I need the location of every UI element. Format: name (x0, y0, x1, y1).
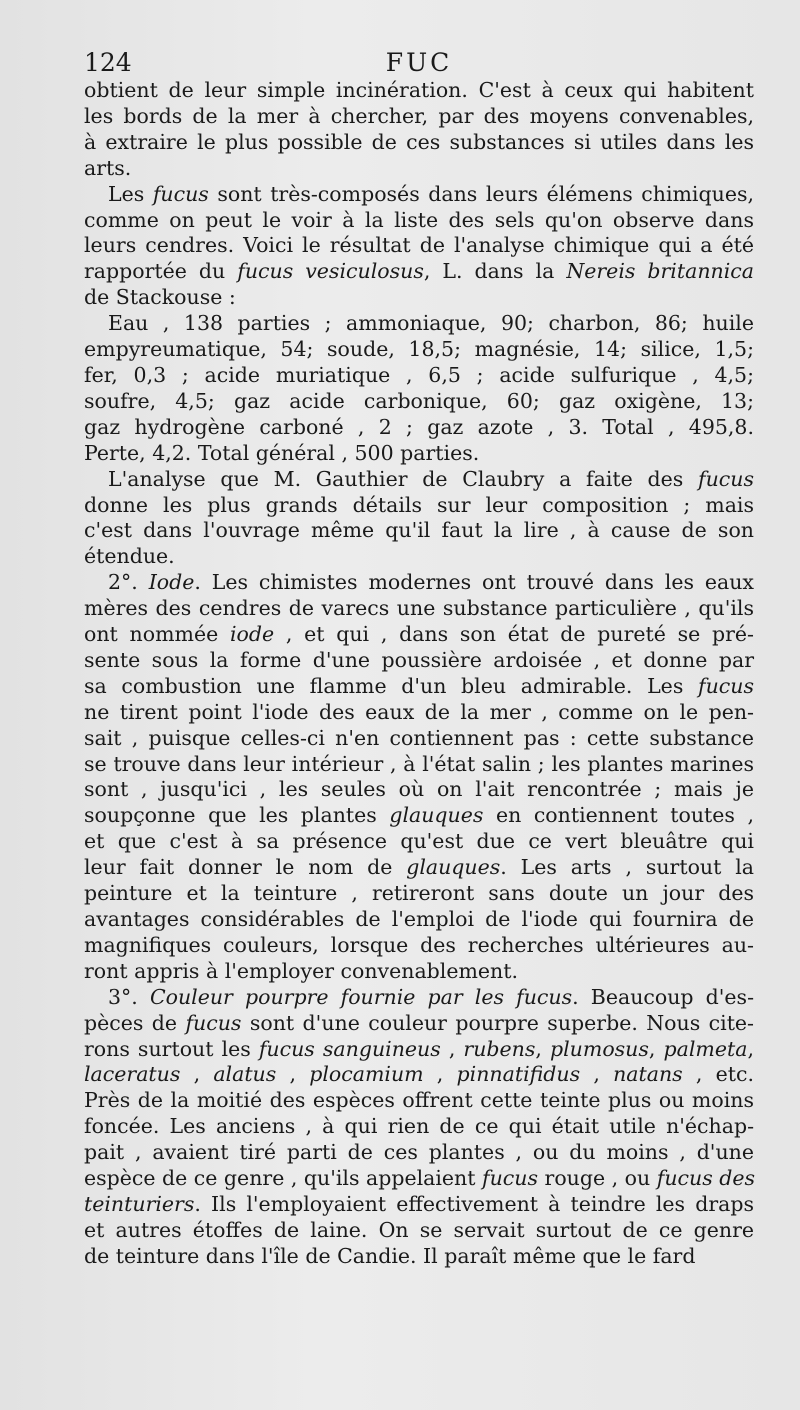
text-line (84, 596, 754, 622)
text-run: mères des cendres de varecs une substance particulière , qu'ils (84, 596, 754, 621)
text-line (84, 881, 754, 907)
text-run: soupçonne que les plantes (84, 803, 390, 828)
text-run: L'analyse que M. Gauthier de Claubry a faite des (108, 466, 698, 491)
text-line (84, 674, 754, 700)
text-run: , (535, 1036, 550, 1061)
text-run: soufre, 4,5; gaz acide carbonique, 60; gaz oxigène, 13; (84, 388, 754, 413)
text-run: obtient de leur simple incinération. C'est à ceux qui habitent (84, 78, 754, 102)
text-run: , (276, 1062, 310, 1087)
text-run: gaz hydrogène carboné , 2 ; gaz azote , 3. Total , 495,8. (84, 414, 754, 439)
text-line (84, 1062, 754, 1088)
text-line (84, 1218, 754, 1244)
italic-term: fucus (698, 673, 754, 698)
text-line (84, 1244, 754, 1270)
text-line (84, 726, 754, 752)
text-run: empyreumatique, 54; soude, 18,5; magnésie, 14; silice, 1,5; (84, 337, 754, 362)
text-run: 3°. (108, 984, 150, 1009)
italic-term: fucus (152, 181, 209, 206)
page-number: 124 (84, 48, 132, 77)
text-run: se trouve dans leur intérieur , à l'état salin ; les plantes marines (84, 751, 754, 776)
text-run: sont , jusqu'ici , les seules où on l'ait rencontrée ; mais je (84, 777, 754, 802)
text-run: Perte, 4,2. Total général , 500 parties. (84, 440, 480, 465)
text-run: ront appris à l'employer convenablement. (84, 958, 519, 983)
text-line (84, 363, 754, 389)
text-line (84, 1011, 754, 1037)
text-run: sa combustion une flamme d'un bleu admirable. Les (84, 673, 698, 698)
text-line (84, 337, 754, 363)
text-line (84, 700, 754, 726)
text-run: , (423, 1062, 457, 1087)
text-run: et que c'est à sa présence qu'est due ce vert bleuâtre qui (84, 829, 754, 854)
text-run: sente sous la forme d'une poussière ardoisée , et donne par (84, 647, 754, 672)
text-run: sait , puisque celles-ci n'en contiennent pas : cette substance (84, 725, 754, 750)
running-head: FUC (385, 48, 453, 77)
text-line (84, 518, 754, 544)
text-run: 2°. (108, 570, 149, 595)
italic-term: plumosus (550, 1036, 649, 1061)
text-line (84, 803, 754, 829)
text-run: fer, 0,3 ; acide muriatique , 6,5 ; acide sulfurique , 4,5; (84, 362, 754, 387)
text-run: Près de la moitié des espèces offrent cette teinte plus ou moins (84, 1088, 754, 1113)
italic-term: fucus (185, 1010, 242, 1035)
text-line (84, 777, 754, 803)
italic-term: rubens (463, 1036, 536, 1061)
text-run: comme on peut le voir à la liste des sels qu'on observe dans (84, 207, 754, 232)
italic-term: laceratus (84, 1062, 181, 1087)
italic-term: palmeta (663, 1036, 748, 1061)
page-header (84, 46, 754, 80)
text-run: les bords de la mer à chercher, par des moyens convenables, (84, 103, 754, 128)
text-run: Les (108, 181, 153, 206)
text-line (84, 544, 754, 570)
text-run: à extraire le plus possible de ces substances si utiles dans les (84, 129, 754, 154)
body-text (84, 78, 754, 1270)
text-line (84, 829, 754, 855)
text-run: ne tirent point l'iode des eaux de la mer , comme on le pen- (84, 699, 754, 724)
text-line (84, 570, 754, 596)
text-line (84, 907, 754, 933)
text-run: de Stackouse : (84, 285, 236, 310)
italic-term: Nereis britannica (566, 259, 754, 284)
text-line (84, 933, 754, 959)
italic-term: natans (613, 1062, 683, 1087)
text-run: rapportée du (84, 259, 238, 284)
text-run: espèce de ce genre , qu'ils appelaient (84, 1166, 483, 1191)
text-run: foncée. Les anciens , à qui rien de ce qui était utile n'échap- (84, 1114, 754, 1139)
italic-term: fucus vesiculosus (237, 259, 424, 284)
text-run: , (580, 1062, 614, 1087)
italic-term: plocamium (309, 1062, 424, 1087)
text-line (84, 1166, 754, 1192)
italic-term: iode (229, 622, 275, 647)
text-line (84, 1114, 754, 1140)
text-run: , et qui , dans son état de pureté se pré- (274, 622, 754, 647)
text-run: magnifiques couleurs, lorsque des recherches ultérieures au- (84, 932, 754, 957)
text-line (84, 259, 754, 285)
text-run: . Les arts , surtout la (500, 855, 755, 880)
text-run: pèces de (84, 1010, 186, 1035)
text-line (84, 415, 754, 441)
text-run: rouge , ou (538, 1166, 657, 1191)
text-line (84, 156, 754, 182)
text-line (84, 493, 754, 519)
text-run: , L. dans la (423, 259, 567, 284)
text-run: pait , avaient tiré parti de ces plantes , ou du moins , d'une (84, 1140, 754, 1165)
text-run: et autres étoffes de laine. On se servait surtout de ce genre (84, 1217, 754, 1242)
text-run: , etc. (682, 1062, 754, 1087)
text-line (84, 104, 754, 130)
text-run: en contiennent toutes , (483, 803, 754, 828)
italic-term: fucus des (656, 1166, 756, 1191)
text-line (84, 130, 754, 156)
italic-term: fucus (698, 466, 754, 491)
text-line (84, 1140, 754, 1166)
text-run: sont d'une couleur pourpre superbe. Nous cite- (241, 1010, 754, 1035)
text-line (84, 752, 754, 778)
text-run: rons surtout les (84, 1036, 259, 1061)
italic-term: pinnatifidus (456, 1062, 581, 1087)
text-run: étendue. (84, 544, 175, 569)
italic-term: fucus sanguineus (258, 1036, 441, 1061)
text-run: , (440, 1036, 464, 1061)
italic-term: glauques (406, 855, 501, 880)
text-line (84, 208, 754, 234)
text-line (84, 233, 754, 259)
text-run: . Les chimistes modernes ont trouvé dans les eaux (194, 570, 754, 595)
italic-term: Couleur pourpre fournie par les fucus (149, 984, 573, 1009)
text-line (84, 1088, 754, 1114)
text-line (84, 389, 754, 415)
text-run: c'est dans l'ouvrage même qu'il faut la lire , à cause de son (84, 518, 754, 543)
text-run: , (648, 1036, 664, 1061)
text-run: leur fait donner le nom de (84, 855, 407, 880)
text-run: . Beaucoup d'es- (572, 984, 754, 1009)
text-line (84, 959, 754, 985)
text-line (84, 441, 754, 467)
text-line (84, 311, 754, 337)
italic-term: glauques (389, 803, 484, 828)
italic-term: teinturiers (84, 1191, 195, 1216)
italic-term: fucus (482, 1166, 539, 1191)
text-line (84, 78, 754, 104)
text-run: peinture et la teinture , retireront sans doute un jour des (84, 881, 754, 906)
text-run: de teinture dans l'île de Candie. Il paraît même que le fard (84, 1243, 696, 1268)
text-line (84, 648, 754, 674)
text-run: arts. (84, 155, 132, 180)
text-line (84, 467, 754, 493)
text-run: , (747, 1036, 754, 1061)
text-run: Eau , 138 parties ; ammoniaque, 90; charbon, 86; huile (108, 311, 754, 336)
text-run: sont très-composés dans leurs élémens chimiques, (208, 181, 754, 206)
text-run: donne les plus grands détails sur leur composition ; mais (84, 492, 754, 517)
text-line (84, 285, 754, 311)
text-run: , (180, 1062, 214, 1087)
text-run: leurs cendres. Voici le résultat de l'analyse chimique qui a été (84, 233, 754, 258)
text-line (84, 855, 754, 881)
text-run: avantages considérables de l'emploi de l'iode qui fournira de (84, 907, 754, 931)
italic-term: Iode (148, 570, 195, 595)
text-line (84, 182, 754, 208)
italic-term: alatus (213, 1062, 277, 1087)
text-line (84, 1037, 754, 1063)
text-run: ont nommée (84, 622, 230, 647)
text-line (84, 622, 754, 648)
text-line (84, 1192, 754, 1218)
text-run: . Ils l'employaient effectivement à teindre les draps (194, 1191, 754, 1216)
text-line (84, 985, 754, 1011)
